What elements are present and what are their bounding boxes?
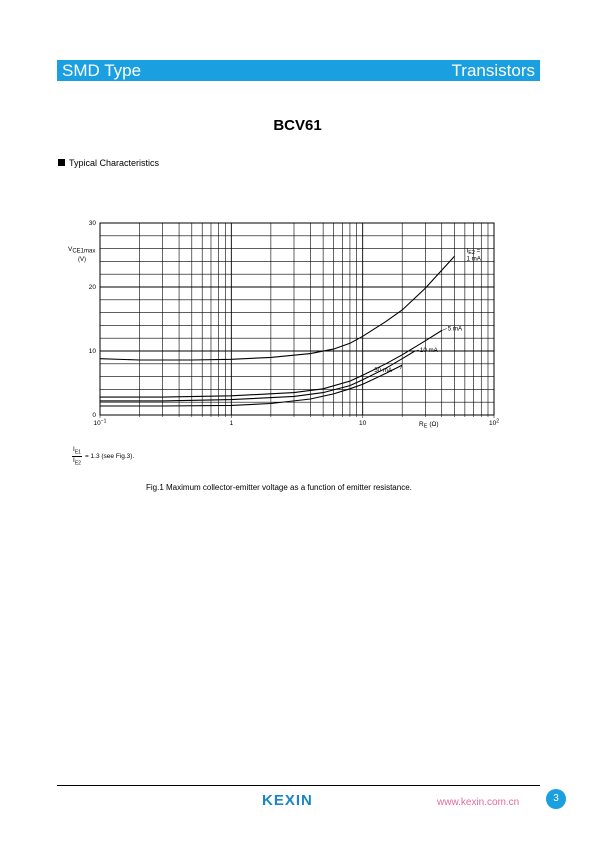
series-label: 10 mA — [419, 347, 438, 354]
chart-series — [100, 256, 455, 406]
y-axis-unit: (V) — [78, 257, 86, 263]
x-tick-label: 10 — [359, 420, 367, 427]
footer-url[interactable]: www.kexin.com.cn — [437, 797, 520, 808]
header-left-title: SMD Type — [62, 61, 142, 80]
y-tick-label: 20 — [88, 284, 96, 291]
series-label-prefix: IE2 = — [466, 247, 481, 256]
series-label: 50 mA — [374, 367, 393, 375]
x-tick-label: 1 — [229, 420, 234, 427]
ratio-value: = 1.3 (see Fig.3). — [84, 452, 135, 460]
page-number-badge: 3 — [546, 789, 566, 809]
section-title: Typical Characteristics — [69, 158, 160, 168]
y-tick-label: 30 — [88, 220, 96, 227]
kexin-logo: KEXIN — [262, 792, 313, 809]
figure-caption: Fig.1 Maximum collector-emitter voltage as a function of emitter resistance. — [146, 483, 412, 492]
y-tick-label: 0 — [92, 412, 96, 419]
ratio-denominator: $I_{E2}$ — [73, 457, 81, 467]
curve-1-ma — [100, 256, 455, 360]
series-leader — [442, 329, 447, 331]
y-axis-label: VCE1max — [68, 246, 96, 255]
chart-labels — [68, 220, 499, 430]
chart-grid — [100, 223, 494, 418]
y-tick-label: 10 — [88, 348, 96, 355]
part-number-title: BCV61 — [273, 117, 322, 134]
x-tick-label: $10^{-1}$ — [93, 418, 107, 427]
header-right-title: Transistors — [451, 61, 535, 80]
current-ratio-note — [72, 446, 134, 468]
plot-frame — [100, 223, 494, 415]
footer-divider — [57, 785, 540, 786]
current-ratio-fraction — [72, 446, 82, 468]
series-label: 1 mA — [466, 255, 481, 263]
series-label: 5 mA — [447, 325, 463, 333]
x-tick-label: $10^2$ — [488, 418, 500, 427]
x-axis-label: $R_E$ (Ω) — [419, 421, 439, 430]
ratio-numerator: $I_{E1}$ — [73, 446, 81, 456]
